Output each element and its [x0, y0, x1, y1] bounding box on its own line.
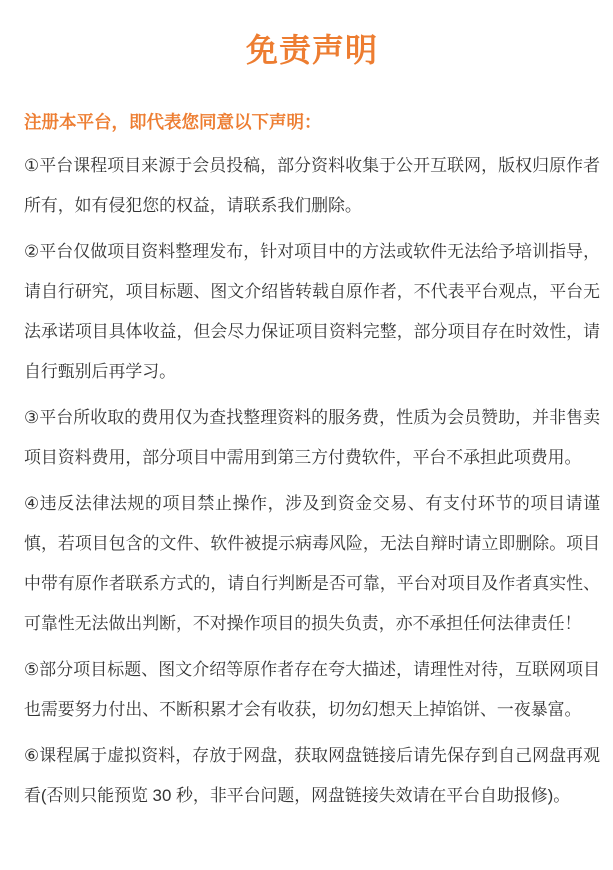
disclaimer-paragraph-1: ①平台课程项目来源于会员投稿，部分资料收集于公开互联网，版权归原作者所有，如有侵犯您的权益，请联系我们删除。: [24, 156, 600, 215]
disclaimer-paragraph-2: ②平台仅做项目资料整理发布，针对项目中的方法或软件无法给予培训指导，请自行研究，项目标题、图文介绍皆转载自原作者，不代表平台观点，平台无法承诺项目具体收益，但会尽力保证项目资料完整，部分项目存在时效性，请自行甄别后再学习。: [24, 242, 600, 381]
disclaimer-paragraph-4: ④违反法律法规的项目禁止操作，涉及到资金交易、有支付环节的项目请谨慎，若项目包含的文件、软件被提示病毒风险，无法自辩时请立即删除。项目中带有原作者联系方式的，请自行判断是否可靠，平台对项目及作者真实性、可靠性无法做出判断，不对操作项目的损失负责，亦不承担任何法律责任！: [24, 494, 600, 633]
disclaimer-body: [24, 146, 600, 816]
disclaimer-paragraph-3: ③平台所收取的费用仅为查找整理资料的服务费，性质为会员赞助，并非售卖项目资料费用，部分项目中需用到第三方付费软件，平台不承担此项费用。: [24, 408, 600, 467]
page-title: 免责声明: [245, 32, 378, 68]
disclaimer-page: [0, 30, 613, 870]
intro-statement: 注册本平台，即代表您同意以下声明：: [24, 112, 322, 132]
disclaimer-paragraph-5: ⑤部分项目标题、图文介绍等原作者存在夸大描述，请理性对待，互联网项目也需要努力付出、不断积累才会有收获，切勿幻想天上掉馅饼、一夜暴富。: [24, 660, 600, 719]
disclaimer-paragraph-6: ⑥课程属于虚拟资料，存放于网盘，获取网盘链接后请先保存到自己网盘再观看(否则只能预览 30 秒，非平台问题，网盘链接失效请在平台自助报修)。: [24, 746, 600, 805]
